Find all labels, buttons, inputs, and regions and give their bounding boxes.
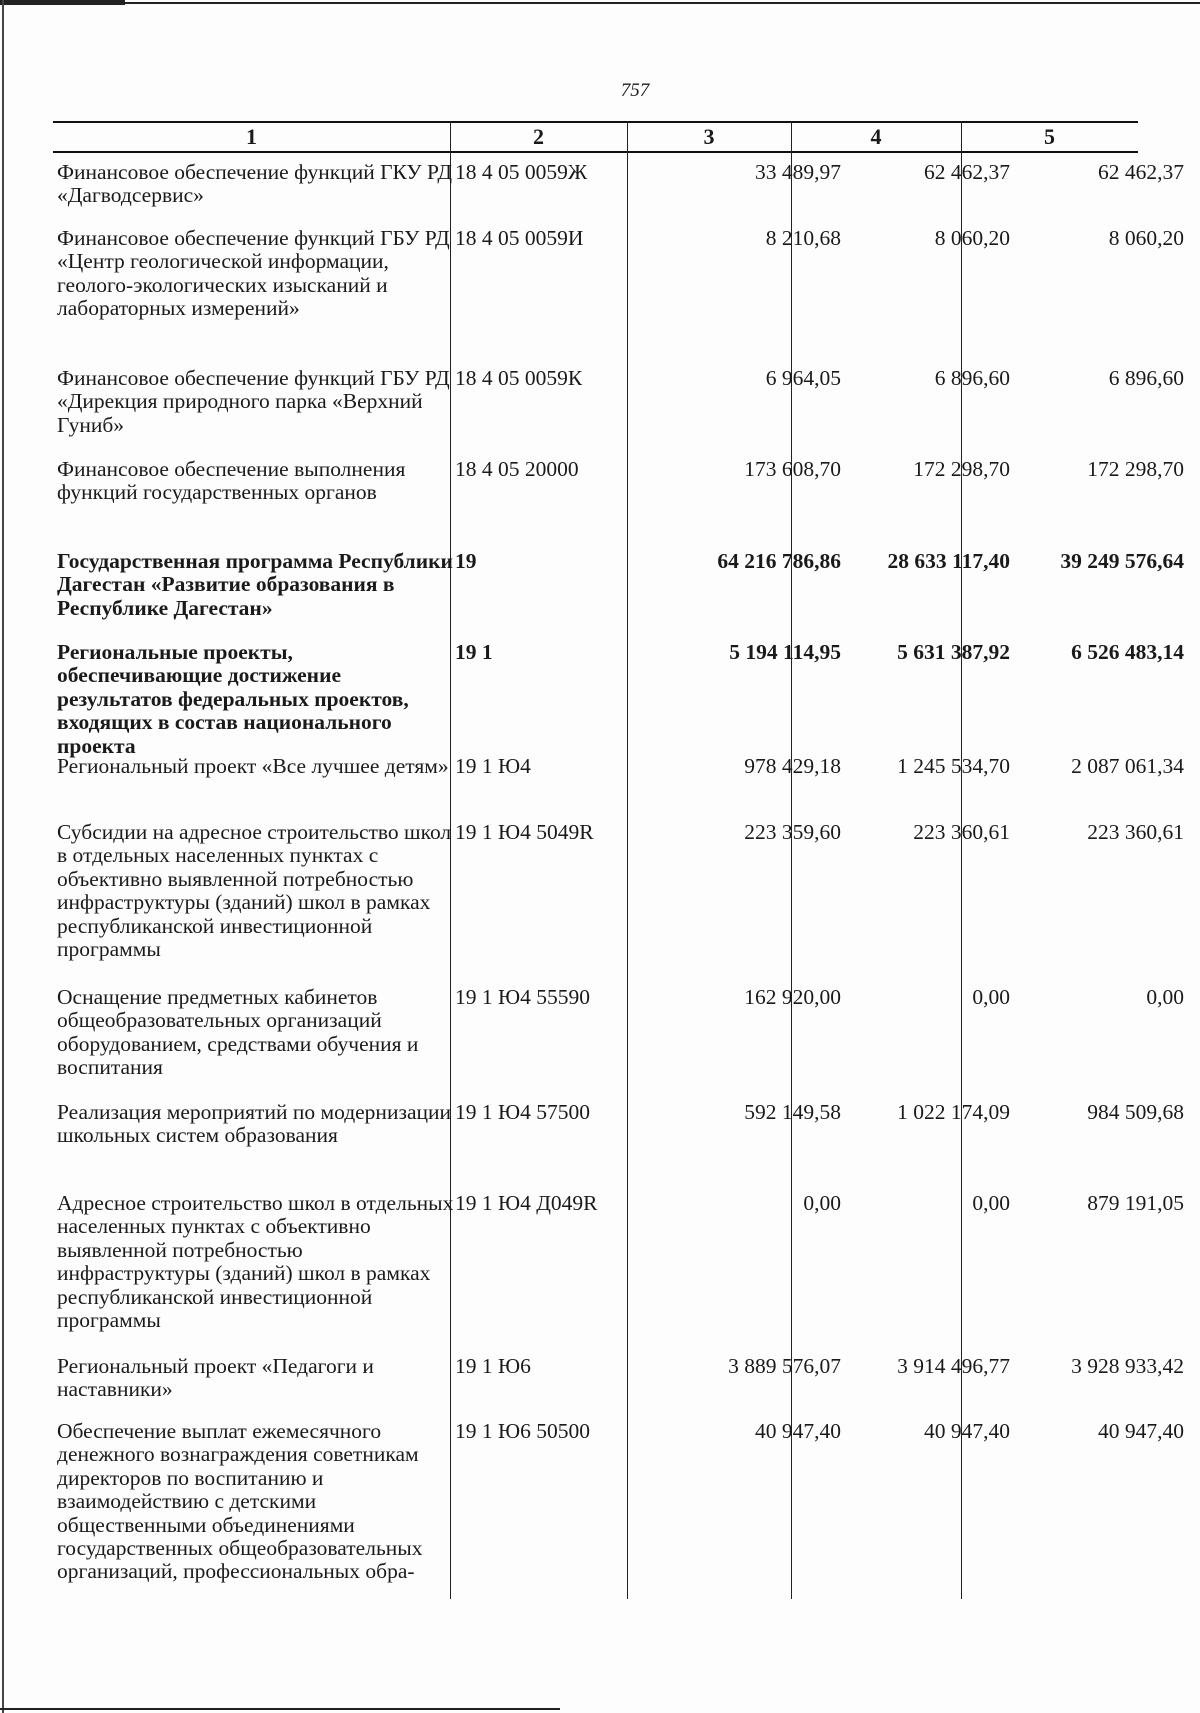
column-header: 3 [703, 124, 715, 149]
row-value-col5: 2 087 061,34 [1071, 754, 1184, 778]
row-value-col4: 0,00 [972, 985, 1010, 1009]
row-value-col3: 0,00 [803, 1191, 841, 1215]
row-value-col5: 6 896,60 [1108, 366, 1184, 390]
row-value-col4: 40 947,40 [924, 1419, 1010, 1443]
row-value-col3: 173 608,70 [744, 457, 841, 481]
row-value-col5: 3 928 933,42 [1071, 1354, 1184, 1378]
row-value-col3: 3 889 576,07 [728, 1354, 841, 1378]
row-value-col4: 3 914 496,77 [897, 1354, 1010, 1378]
page-top-edge [0, 2, 1200, 4]
row-code: 19 1 [455, 640, 493, 664]
column-header: 2 [533, 124, 544, 149]
row-value-col3: 5 194 114,95 [729, 640, 841, 664]
row-name: Финансовое обеспечение функций ГКУ РД «Дагводсервис» [57, 160, 453, 208]
row-name: Субсидии на адресное строительство школ в отдельных населенных пунктах с объективно выявленной потребностью инфраструктуры (зданий) школ в рамках республиканской инвестиционной программы [57, 820, 452, 962]
row-value-col4: 0,00 [972, 1191, 1010, 1215]
row-code: 19 1 Ю4 55590 [455, 985, 590, 1009]
row-value-col4: 1 022 174,09 [897, 1100, 1010, 1124]
row-value-col5: 6 526 483,14 [1071, 640, 1184, 664]
row-code: 18 4 05 20000 [455, 457, 579, 481]
row-value-col3: 592 149,58 [744, 1100, 841, 1124]
page-bottom-edge [0, 1708, 560, 1710]
column-header: 1 [246, 124, 257, 149]
row-code: 18 4 05 0059И [455, 226, 584, 250]
row-code: 19 1 Ю6 [455, 1354, 531, 1378]
row-value-col4: 62 462,37 [924, 160, 1010, 184]
page-number: 757 [620, 80, 650, 101]
column-header: 4 [870, 124, 882, 149]
row-value-col3: 33 489,97 [755, 160, 841, 184]
row-name: Региональный проект «Педагоги и наставники» [57, 1354, 374, 1402]
row-value-col3: 978 429,18 [744, 754, 841, 778]
row-value-col3: 64 216 786,86 [717, 549, 841, 573]
row-value-col3: 223 359,60 [744, 820, 841, 844]
row-code: 18 4 05 0059К [455, 366, 583, 390]
row-value-col3: 40 947,40 [755, 1419, 841, 1443]
row-value-col5: 39 249 576,64 [1060, 549, 1184, 573]
row-name: Обеспечение выплат ежемесячного денежного вознаграждения советникам директоров по воспитанию и взаимодействию с детскими общественными объединениями государственных общеобразовательных организаций, профессиональных обра- [57, 1419, 423, 1584]
row-name: Государственная программа Республики Дагестан «Развитие образования в Республике Дагестан» [57, 549, 453, 620]
row-code: 19 1 Ю4 57500 [455, 1100, 590, 1124]
row-name: Региональные проекты, обеспечивающие достижение результатов федеральных проектов, входящих в состав национального проекта [57, 640, 409, 758]
row-name: Региональный проект «Все лучшее детям» [57, 754, 449, 778]
row-value-col5: 62 462,37 [1098, 160, 1184, 184]
row-value-col3: 6 964,05 [765, 366, 841, 390]
table-header-border [53, 151, 1138, 153]
column-header: 5 [1044, 124, 1055, 149]
row-value-col4: 28 633 117,40 [887, 549, 1010, 573]
row-value-col4: 223 360,61 [913, 820, 1010, 844]
row-value-col5: 40 947,40 [1098, 1419, 1184, 1443]
row-value-col3: 8 210,68 [765, 226, 841, 250]
row-value-col5: 984 509,68 [1087, 1100, 1184, 1124]
row-value-col4: 172 298,70 [913, 457, 1010, 481]
row-value-col5: 223 360,61 [1087, 820, 1184, 844]
row-value-col4: 5 631 387,92 [897, 640, 1010, 664]
row-name: Реализация мероприятий по модернизации школьных систем образования [57, 1100, 452, 1148]
row-value-col4: 1 245 534,70 [897, 754, 1010, 778]
row-value-col5: 879 191,05 [1087, 1191, 1184, 1215]
row-code: 18 4 05 0059Ж [455, 160, 588, 184]
row-value-col5: 0,00 [1146, 985, 1184, 1009]
row-name: Финансовое обеспечение выполнения функций государственных органов [57, 457, 406, 505]
row-value-col4: 8 060,20 [934, 226, 1010, 250]
row-code: 19 1 Ю4 Д049R [455, 1191, 598, 1215]
row-code: 19 1 Ю6 50500 [455, 1419, 590, 1443]
row-value-col5: 8 060,20 [1108, 226, 1184, 250]
row-name: Финансовое обеспечение функций ГБУ РД «Центр геологической информации, геолого-экологических изысканий и лабораторных измерений» [57, 226, 450, 321]
page-left-edge [2, 0, 4, 1713]
row-value-col5: 172 298,70 [1087, 457, 1184, 481]
row-value-col4: 6 896,60 [934, 366, 1010, 390]
row-name: Оснащение предметных кабинетов общеобразовательных организаций оборудованием, средствами обучения и воспитания [57, 985, 419, 1080]
row-code: 19 1 Ю4 [455, 754, 531, 778]
row-value-col3: 162 920,00 [744, 985, 841, 1009]
row-name: Адресное строительство школ в отдельных населенных пунктах с объективно выявленной потребностью инфраструктуры (зданий) школ в рамках республиканской инвестиционной программы [57, 1191, 454, 1333]
row-code: 19 1 Ю4 5049R [455, 820, 594, 844]
row-name: Финансовое обеспечение функций ГБУ РД «Дирекция природного парка «Верхний Гуниб» [57, 366, 450, 437]
row-code: 19 [455, 549, 477, 573]
